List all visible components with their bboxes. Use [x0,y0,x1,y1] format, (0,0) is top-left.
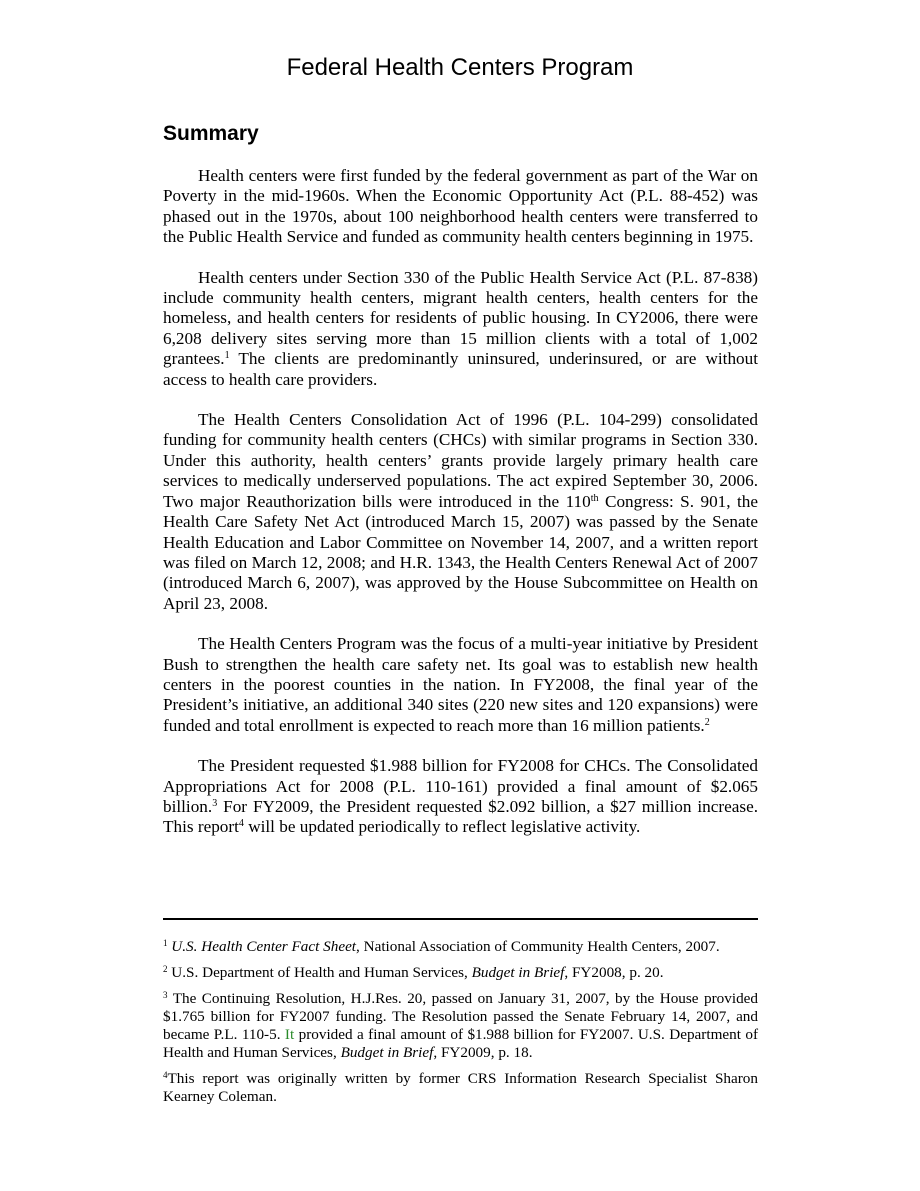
footnote-number: 2 [163,964,168,974]
footnote-ref-4[interactable]: 4 [238,818,244,830]
paragraph-text: The Health Centers Program was the focus of a multi-year initiative by President Bush to strengthen the health care safety net. Its goal was to establish new health centers in the poorest counties in the nation. In FY2008, the final year of the President’s initiative, an additional 340 sites (220 new sites and 120 expansions) were funded and total enrollment is expected to reach more than 16 million patients. [163,634,758,735]
footnote-3 [163,990,758,1062]
footnote-title: U.S. Health Center Fact Sheet [171,938,357,955]
summary-paragraph-1 [163,166,758,248]
footnote-title: Budget in Brief [340,1044,434,1061]
footnote-text: This report was originally written by former CRS Information Research Specialist Sharon Kearney Coleman. [163,1070,758,1105]
ordinal-suffix: th [590,492,599,504]
footnote-number: 3 [163,990,168,1000]
summary-body [163,166,758,858]
paragraph-text: For FY2009, the President requested $2.092 billion, a $27 million increase. This report [163,796,758,837]
footnote-number: 1 [163,938,168,948]
highlighted-text: It [284,1026,295,1043]
summary-paragraph-3 [163,410,758,614]
footnote-title: Budget in Brief [471,964,565,981]
footnote-ref-1[interactable]: 1 [224,350,230,362]
summary-paragraph-4 [163,634,758,736]
footnote-number: 4 [163,1070,168,1080]
paragraph-text: Congress: S. 901, the Health Care Safety Net Act (introduced March 15, 2007) was passed by the Senate Health Education and Labor Committee on November 14, 2007, and a written report was filed on March 12, 2008; and H.R. 1343, the Health Centers Renewal Act of 2007 (introduced March 6, 2007), was approved by the House Subcommittee on Health on April 23, 2008. [163,491,758,613]
footnote-2 [163,964,758,982]
paragraph-text: Health centers were first funded by the federal government as part of the War on Poverty in the mid-1960s. When the Economic Opportunity Act (P.L. 88-452) was phased out in the 1970s, about 100 neighborhood health centers were transferred to the Public Health Service and funded as community health centers beginning in 1975. [163,166,758,247]
footnote-text: , FY2008, p. 20. [564,964,664,981]
document-title: Federal Health Centers Program [286,54,634,81]
footnotes [163,938,758,1114]
footnote-divider [163,918,758,920]
summary-heading: Summary [163,122,259,145]
paragraph-text: The clients are predominantly uninsured, underinsured, or are without access to health care providers. [163,349,758,389]
footnote-text: , FY2009, p. 18. [433,1044,533,1061]
footnote-text: , National Association of Community Health Centers, 2007. [356,938,720,955]
footnote-ref-2[interactable]: 2 [704,716,710,728]
paragraph-text: The President requested $1.988 billion for FY2008 for CHCs. The Consolidated Appropriations Act for 2008 (P.L. 110-161) provided a final amount of $2.065 billion. [163,756,758,816]
footnote-text: The Continuing Resolution, H.J.Res. 20, passed on January 31, 2007, by the House provided $1.765 billion for FY2007 funding. The Resolution passed the Senate February 14, 2007, and became P.L. 110-5. [163,990,758,1043]
footnote-text: U.S. Department of Health and Human Services, [167,964,472,981]
summary-paragraph-2 [163,268,758,390]
footnote-ref-3[interactable]: 3 [212,797,218,809]
footnote-1 [163,938,758,956]
paragraph-text: Health centers under Section 330 of the Public Health Service Act (P.L. 87-838) include community health centers, migrant health centers, health centers for the homeless, and health centers for residents of public housing. In CY2006, there were 6,208 delivery sites serving more than 15 million clients with a total of 1,002 grantees. [163,267,758,369]
paragraph-text: will be updated periodically to reflect legislative activity. [243,817,641,837]
footnote-4 [163,1070,758,1106]
paragraph-text: The Health Centers Consolidation Act of 1996 (P.L. 104-299) consolidated funding for community health centers (CHCs) with similar programs in Section 330. Under this authority, health centers’ grants provide largely primary health care services to medically underserved populations. The act expired September 30, 2006. Two major Reauthorization bills were introduced in the 110 [163,410,758,511]
summary-paragraph-5 [163,756,758,838]
footnote-text: provided a final amount of $1.988 billion for FY2007. U.S. Department of Health and Human Services, [163,1026,758,1061]
